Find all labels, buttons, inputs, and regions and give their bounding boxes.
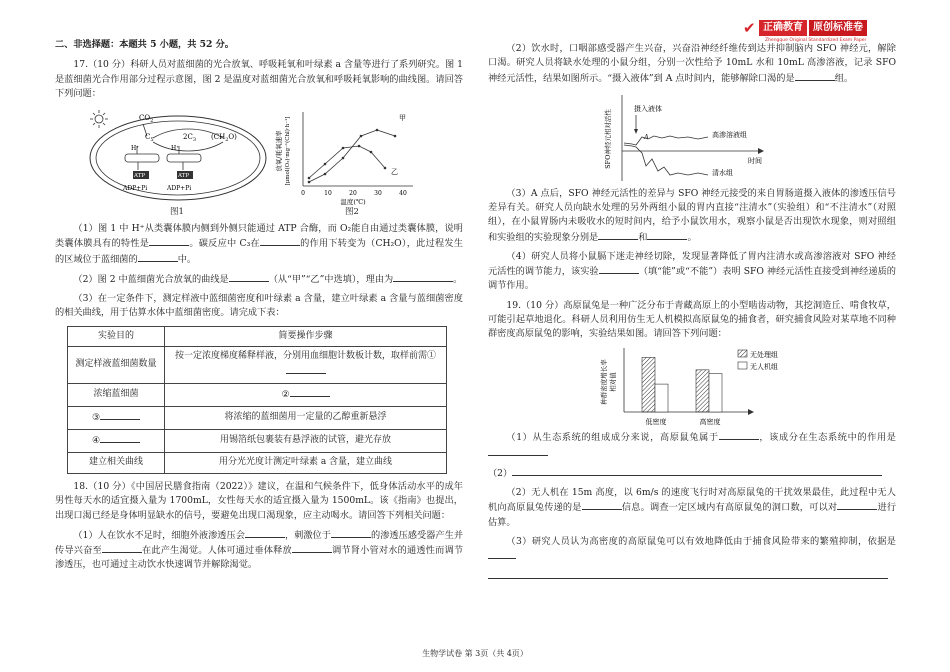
answer-blank[interactable] (795, 71, 835, 81)
answer-blank[interactable] (512, 466, 882, 476)
q19-sub3-line (488, 569, 896, 584)
table-row: ③ 将浓缩的蓝细菌用一定量的乙醇重新悬浮 (68, 407, 447, 430)
c5-label: $C_5$ (145, 133, 154, 143)
category-label: 低密度 (645, 418, 667, 427)
answer-blank[interactable] (393, 272, 453, 282)
answer-blank[interactable] (488, 569, 888, 579)
h-plus-label-1: H⁺ (131, 145, 140, 152)
q18-sub4: （4）研究人员将小鼠膈下迷走神经切除，发现显著降低了胃内注清水或高渗溶液对 SFO 神经元活性的调节能力，该实验 （填“能”或“不能”）表明 SFO 神经元活性直接受到神经递质的调节作用。 (488, 250, 896, 292)
answer-blank[interactable] (286, 364, 326, 374)
left-column (55, 38, 463, 578)
check-icon: ✔ (743, 19, 756, 37)
answer-blank[interactable] (598, 230, 638, 240)
hyper-label: 高渗溶液组 (712, 130, 747, 139)
answer-blank[interactable] (290, 387, 330, 397)
atp-label-1: ATP (134, 173, 146, 179)
answer-blank[interactable] (837, 500, 877, 510)
table-row: 浓缩蓝细菌 ② (68, 384, 447, 407)
legend-swatch-untreated (738, 350, 747, 357)
q17-sub1: （1）图 1 中 H⁺从类囊体膜内侧到外侧只能通过 ATP 合酶，而 O₂能自由通过类囊体膜，说明类囊体膜具有的特性是 。碳反应中 C₃在 的作用下转变为（CH₂O），此过程发生的区域位于蓝细菌的 中。 (55, 223, 463, 265)
answer-blank[interactable] (100, 433, 140, 443)
q17-experiment-table (67, 326, 447, 475)
answer-blank[interactable] (488, 446, 548, 456)
q18-sub3: （3）A 点后，SFO 神经元活性的差异与 SFO 神经元接受的来自胃肠道摄入液体的渗透压信号差异有关。研究人员向缺水处理的另外两组小鼠的胃内直接“注清水”（实验组）和“不注清水”（对照组），在小鼠胃肠内未吸收水的短时间内，给予小鼠饮用水，观察小鼠是否出现饮水现象，则对照组和实验组的实验现象分别是 和 。 (488, 187, 896, 243)
bar-drone-high (709, 374, 722, 412)
bar-untreated-low (642, 358, 655, 413)
answer-blank[interactable] (229, 272, 269, 282)
q17-sub3: （3）在一定条件下，测定样液中蓝细菌密度和叶绿素 a 含量，建立叶绿素 a 含量与蓝细菌密度的相关曲线，用于估算水体中蓝细菌密度。请完成下表： (55, 293, 463, 319)
right-column (488, 42, 896, 590)
fig2-xtick: 40 (399, 190, 407, 197)
co2-label: $CO_2$ (139, 114, 154, 124)
sfo-chart-ylabel: SFO神经元相对活性 (604, 108, 612, 169)
page-footer: 生物学试卷 第 3页（共 4页） (422, 649, 528, 658)
fig2-ylabel: 放氧/耗氧速率 (275, 130, 283, 172)
category-label: 高密度 (699, 418, 721, 427)
q17-figures (55, 106, 463, 218)
q18-sub2: （2）饮水时，口咽部感受器产生兴奋，兴奋沿神经纤维传到达并抑制脑内 SFO 神经元，解除口渴。研究人员将缺水处理的小鼠分组，分别一次性给予 10mL 水和 10mL 高渗溶液，记录 SFO 神经元活性，结果如图所示。“摄入液体”到 A 点时间内，能够解除口渴的是 组。 (488, 43, 896, 84)
table-row: ④ 用锡箔纸包裹装有悬浮液的试管，避光存放 (68, 430, 447, 453)
answer-blank[interactable] (719, 430, 759, 440)
q17-sub2: （2）图 2 中蓝细菌光合放氧的曲线是 （从“甲”“乙”中选填），理由为 。 (73, 273, 463, 285)
figure-1-diagram (83, 106, 273, 206)
section-title: 二、非选择题：本题共 5 小题，共 52 分。 (55, 39, 234, 50)
fig2-xtick: 30 (374, 190, 382, 197)
curve-jia (309, 130, 395, 182)
table-header: 简要操作步骤 (165, 326, 447, 347)
answer-blank[interactable] (138, 252, 178, 262)
figure-1-caption: 图1 (170, 207, 184, 217)
water-curve (624, 145, 708, 175)
fig2-xtick: 0 (301, 190, 305, 197)
answer-blank[interactable] (599, 264, 639, 274)
answer-blank[interactable] (582, 500, 622, 510)
answer-blank[interactable] (100, 410, 140, 420)
sfo-chart-xlabel: 时间 (748, 156, 762, 165)
q18-sub1: （1）人在饮水不足时，细胞外液渗透压会 ，刺激位于 的渗透压感受器产生并传导兴奋至 在此产生渴觉。人体可通过垂体释放 调节肾小管对水的通透性而调节渗透压，也可通过主动饮水快速调节并解除渴觉。 (55, 529, 464, 571)
legend-swatch-drone (738, 362, 747, 369)
c3-label: $2C_3$ (183, 133, 196, 143)
q19-sub2: （2）无人机在 15m 高度，以 6m/s 的速度飞行时对高原鼠兔的干扰效果最佳，此过程中无人机向高原鼠兔传递的是 信息。调查一定区域内有高原鼠兔的洞口数，可以对 进行估算。 (488, 487, 897, 528)
q19-sub1: （1）从生态系统的组成成分来说，高原鼠兔属于 ，该成分在生态系统中的作用是 (488, 430, 896, 461)
answer-blank[interactable] (149, 236, 189, 246)
atp-label-2: ATP (178, 173, 190, 179)
adp-label-1: ADP+Pi (123, 185, 148, 192)
q17-stem: 17.（10 分）科研人员对蓝细菌的光合放氧、呼吸耗氧和叶绿素 a 含量等进行了系列研究。图 1 是蓝细菌光合作用部分过程示意图，图 2 是温度对蓝细菌光合放氧和呼吸耗氧影响的曲线图。请回答下列问题： (55, 59, 463, 99)
fig2-xtick: 10 (324, 190, 332, 197)
q19-stem: 19.（10 分）高原鼠兔是一种广泛分布于青藏高原上的小型啮齿动物，其挖洞造丘、啃食牧草，可能引起草地退化。科研人员利用仿生无人机模拟高原鼠兔的捕食者，研究捕食风险对某草地不同种群密度高原鼠兔的影响，实验结果如图。请回答下列问题： (488, 299, 896, 339)
h-plus-label-2: H⁺ (171, 145, 180, 152)
q19-sub3: （3）研究人员认为高密度的高原鼠兔可以有效地降低由于捕食风险带来的繁殖抑制，依据是 (488, 535, 896, 565)
answer-blank[interactable] (292, 543, 332, 553)
brand-title: 原创标准卷 (809, 20, 867, 36)
answer-blank[interactable] (260, 236, 300, 246)
answer-blank[interactable] (647, 230, 687, 240)
hyper-curve (624, 136, 708, 145)
q18-stem: 18.（10 分）《中国居民膳食指南（2022）》建议，在温和气候条件下，低身体活动水平的成年男性每天水的适宜摄入量为 1700mL，女性每天水的适宜摄入量为 1500mL。该《指南》也提出，出现口渴已经是身体明显缺水的信号，要避免出现口渴现象，应主动喝水。请回答下列相关问题： (55, 481, 463, 521)
bar-untreated-high (696, 370, 709, 412)
fig2-yunit: [μmol(O₂)·mg⁻¹(Chl)·h⁻¹] (285, 116, 291, 186)
answer-blank[interactable] (102, 543, 142, 553)
fig2-xlabel: 温度(℃) (340, 198, 366, 206)
ch2o-label: $(CH_2O)$ (211, 133, 237, 143)
table-row: 建立相关曲线 用分光光度计测定叶绿素 a 含量，建立曲线 (68, 453, 447, 474)
adp-label-2: ADP+Pi (167, 185, 192, 192)
fig2-label-jia: 甲 (399, 114, 406, 122)
fig2-xtick: 20 (349, 190, 357, 197)
curve-yi (309, 146, 385, 178)
legend-drone: 无人机组 (750, 363, 778, 372)
point-a-label: A (644, 132, 649, 141)
brand-subtitle: Zhengque Original Standardized Exam Paper (765, 38, 867, 43)
legend-untreated: 无处理组 (750, 351, 778, 360)
figure-2-chart (273, 106, 423, 206)
table-row: 测定样液蓝细菌数量 按一定浓度梯度稀释样液，分别用血细胞计数板计数，取样前需① (68, 347, 447, 384)
bar-drone-low (655, 384, 668, 412)
rabbit-density-chart (598, 346, 818, 430)
brand-name: 正确教育 (759, 20, 807, 36)
bar-chart-ylabel-2: 相对值 (609, 372, 617, 392)
water-label: 清水组 (712, 168, 733, 177)
fig2-label-yi: 乙 (391, 168, 398, 176)
answer-blank[interactable] (488, 549, 516, 559)
q19-sub1-cont: （2） (488, 466, 896, 481)
brand-logo (743, 18, 867, 43)
answer-blank[interactable] (245, 528, 285, 538)
bar-chart-ylabel-1: 种群密度增长率 (600, 359, 608, 405)
intake-arrow-label: 摄入液体 (634, 104, 662, 113)
answer-blank[interactable] (331, 528, 371, 538)
table-header: 实验目的 (68, 326, 165, 347)
sfo-activity-chart (598, 91, 818, 187)
figure-2-caption: 图2 (345, 207, 359, 217)
